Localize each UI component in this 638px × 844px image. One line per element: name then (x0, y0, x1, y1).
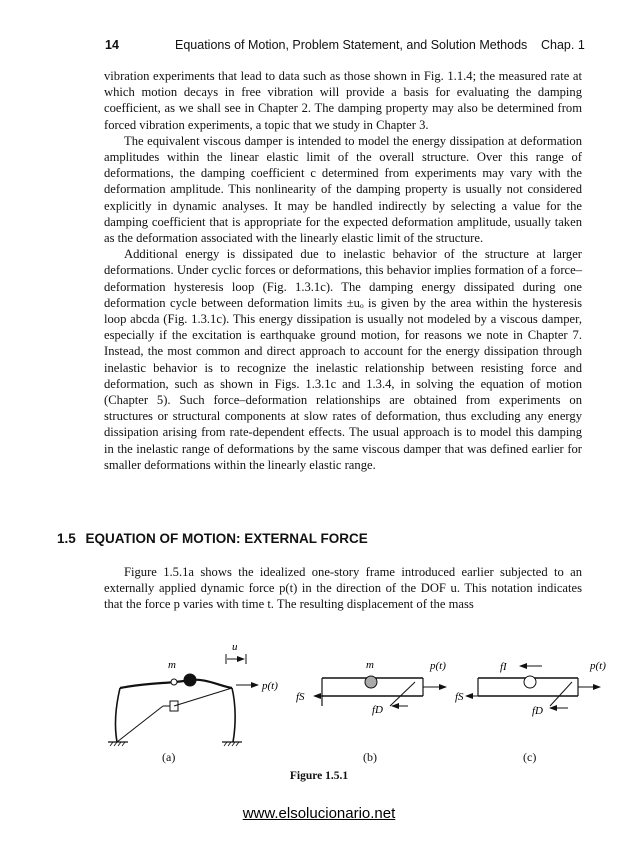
section-number: 1.5 (57, 531, 76, 546)
mass-circle-c (524, 676, 536, 688)
mass-label-b: m (366, 659, 374, 671)
spring-force-label-b: fS (296, 691, 305, 703)
inertia-force-label: fI (500, 661, 507, 673)
footer-website-link[interactable]: www.elsolucionario.net (242, 805, 396, 822)
figure-caption: Figure 1.5.1 (289, 770, 349, 782)
figure-1-5-1 (0, 630, 638, 770)
chapter-label: Chap. 1 (541, 38, 585, 52)
damping-force-label-c: fD (532, 705, 543, 717)
section-heading (57, 531, 368, 546)
free-body-diagram-b (314, 678, 446, 706)
running-header (0, 38, 638, 58)
force-label-c: p(t) (590, 660, 606, 672)
subfigure-label-b: (b) (363, 750, 377, 764)
section-text (104, 564, 582, 613)
damping-force-label-b: fD (372, 704, 383, 716)
body-text (104, 68, 582, 473)
displacement-label: u (232, 641, 238, 653)
mass-circle-a (184, 674, 197, 687)
paragraph: Additional energy is dissipated due to inelastic behavior of the structure at larger deformations. Under cyclic forces or deformations, this behavior implies formation of a force–deformation hysteresis loop (Fig. 1.3.1c). The damping energy dissipated during one deformation cycle between deformation limits ±uₒ is given by the area within the hysteresis loop abcda (Fig. 1.3.1c). This energy dissipation is usually not modeled by a viscous damper, especially if the excitation is earthquake ground motion, for reasons we note in Chapter 7. Instead, the most common and direct approach to account for the energy dissipation through inelastic behavior is to recognize the inelastic relationship between resisting force and deformation, such as shown in Figs. 1.3.1c and 1.3.4, in solving the equation of motion (Chapter 5). Such force–deformation relationships are obtained from experiments on structures or structural components at slow rates of deformation, thus excluding any energy dissipation arising from rate-dependent effects. The usual approach is to model this damping in the inelastic range of deformations by the same viscous damper that was defined earlier for smaller deformations within the linearly elastic range. (104, 247, 582, 472)
page-number: 14 (105, 38, 119, 52)
frame-diagram-a (108, 654, 258, 746)
force-label-a: p(t) (262, 680, 278, 692)
figure-drawing (0, 630, 638, 770)
mass-node-a (171, 679, 177, 685)
paragraph: The equivalent viscous damper is intended to model the energy dissipation at deformation amplitudes within the linear elastic limit of the overall structure. Over this range of deformations, the damping coefficient c determined from experiments may vary with the deformation amplitude. This nonlinearity of the damping property is usually not considered explicitly in dynamic analyses. It may be handled indirectly by selecting a value for the damping coefficient that is appropriate for the expected deformation amplitude, usually taken as the deformation associated with the linearly elastic limit of the structure. (104, 133, 582, 246)
subfigure-label-a: (a) (162, 750, 176, 764)
spring-force-label-c: fS (455, 691, 464, 703)
mass-label-a: m (168, 659, 176, 671)
mass-circle-b (365, 676, 377, 688)
paragraph: Figure 1.5.1a shows the idealized one-story frame introduced earlier subjected to an externally applied dynamic force p(t) in the direction of the DOF u. This notation indicates that the force p varies with time t. The resulting displacement of the mass (104, 565, 582, 612)
paragraph: vibration experiments that lead to data such as those shown in Fig. 1.1.4; the measured rate at which motion decays in free vibration will provide a basis for evaluating the damping coefficient, as we shall see in Chapter 2. The damping property may also be determined from forced vibration experiments, a topic that we study in Chapter 3. (104, 69, 582, 132)
running-title: Equations of Motion, Problem Statement, and Solution Methods (175, 38, 528, 52)
subfigure-label-c: (c) (523, 750, 537, 764)
force-label-b: p(t) (430, 660, 446, 672)
section-title: EQUATION OF MOTION: EXTERNAL FORCE (85, 531, 368, 546)
